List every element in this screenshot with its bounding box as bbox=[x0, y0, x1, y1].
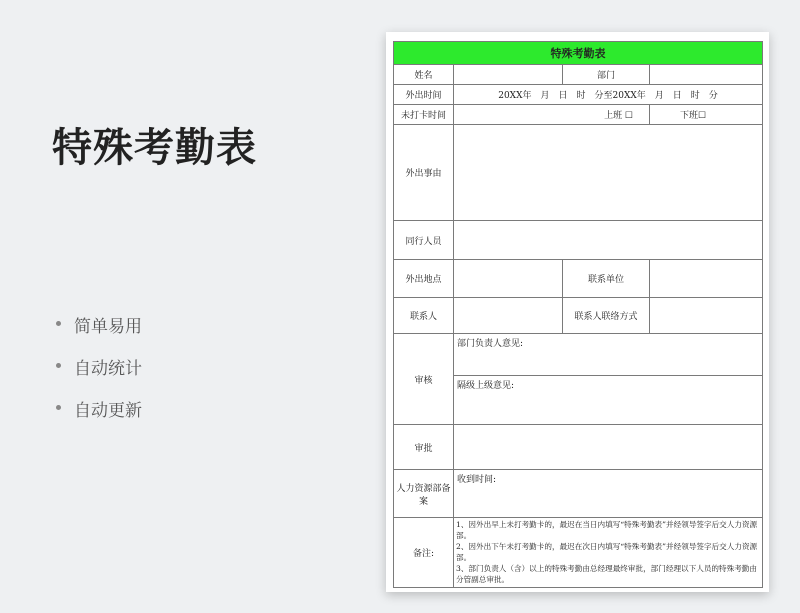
attendance-form-table bbox=[393, 41, 763, 588]
dept-opinion-cell[interactable]: 部门负责人意见: bbox=[454, 334, 763, 376]
form-header: 特殊考勤表 bbox=[394, 42, 763, 65]
bullet-icon bbox=[56, 363, 61, 368]
companions-cell[interactable] bbox=[454, 221, 763, 260]
note-item: 1、因外出早上未打考勤卡的，最迟在当日内填写“特殊考勤表”并经领导签字后交人力资源部。 bbox=[456, 520, 758, 540]
contact-unit-cell[interactable] bbox=[650, 260, 763, 298]
missed-punch-label: 未打卡时间 bbox=[394, 105, 454, 125]
bullet-icon bbox=[56, 321, 61, 326]
feature-label: 自动统计 bbox=[74, 359, 142, 379]
name-cell[interactable] bbox=[454, 65, 563, 85]
note-item: 2、因外出下午未打考勤卡的，最迟在次日内填写“特殊考勤表”并经领导签字后交人力资源部。 bbox=[456, 542, 758, 562]
form-preview bbox=[386, 32, 769, 592]
notes-label: 备注: bbox=[394, 518, 454, 588]
place-cell[interactable] bbox=[454, 260, 563, 298]
promo-title: 特殊考勤表 bbox=[52, 125, 257, 171]
companions-label: 同行人员 bbox=[394, 221, 454, 260]
name-label: 姓名 bbox=[394, 65, 454, 85]
feature-label: 简单易用 bbox=[74, 317, 142, 337]
feature-item bbox=[52, 354, 142, 379]
approval-cell[interactable] bbox=[454, 425, 763, 470]
dept-cell[interactable] bbox=[650, 65, 763, 85]
out-time-label: 外出时间 bbox=[394, 85, 454, 105]
reason-cell[interactable] bbox=[454, 125, 763, 221]
approval-label: 审批 bbox=[394, 425, 454, 470]
contact-method-cell[interactable] bbox=[650, 298, 763, 334]
missed-pm-checkbox[interactable]: 下班☐ bbox=[650, 105, 763, 125]
notes-cell bbox=[454, 518, 763, 588]
note-item: 3、部门负责人（含）以上的特殊考勤由总经理最终审批，部门经理以下人员的特殊考勤由分管副总审批。 bbox=[456, 564, 757, 584]
out-time-cell[interactable]: 20XX年 月 日 时 分至20XX年 月 日 时 分 bbox=[454, 85, 763, 105]
upper-opinion-cell[interactable]: 隔级上级意见: bbox=[454, 376, 763, 425]
hr-record-label: 人力资源部备案 bbox=[394, 470, 454, 518]
feature-label: 自动更新 bbox=[74, 401, 142, 421]
reason-label: 外出事由 bbox=[394, 125, 454, 221]
review-label: 审核 bbox=[394, 334, 454, 425]
feature-item bbox=[52, 396, 142, 421]
received-time-cell[interactable]: 收到时间: bbox=[454, 470, 763, 518]
contact-person-label: 联系人 bbox=[394, 298, 454, 334]
bullet-icon bbox=[56, 405, 61, 410]
feature-item bbox=[52, 312, 142, 337]
dept-label: 部门 bbox=[563, 65, 650, 85]
missed-am-checkbox[interactable]: 上班 ☐ bbox=[454, 105, 650, 125]
feature-list bbox=[52, 312, 142, 438]
contact-unit-label: 联系单位 bbox=[563, 260, 650, 298]
contact-person-cell[interactable] bbox=[454, 298, 563, 334]
contact-method-label: 联系人联络方式 bbox=[563, 298, 650, 334]
place-label: 外出地点 bbox=[394, 260, 454, 298]
